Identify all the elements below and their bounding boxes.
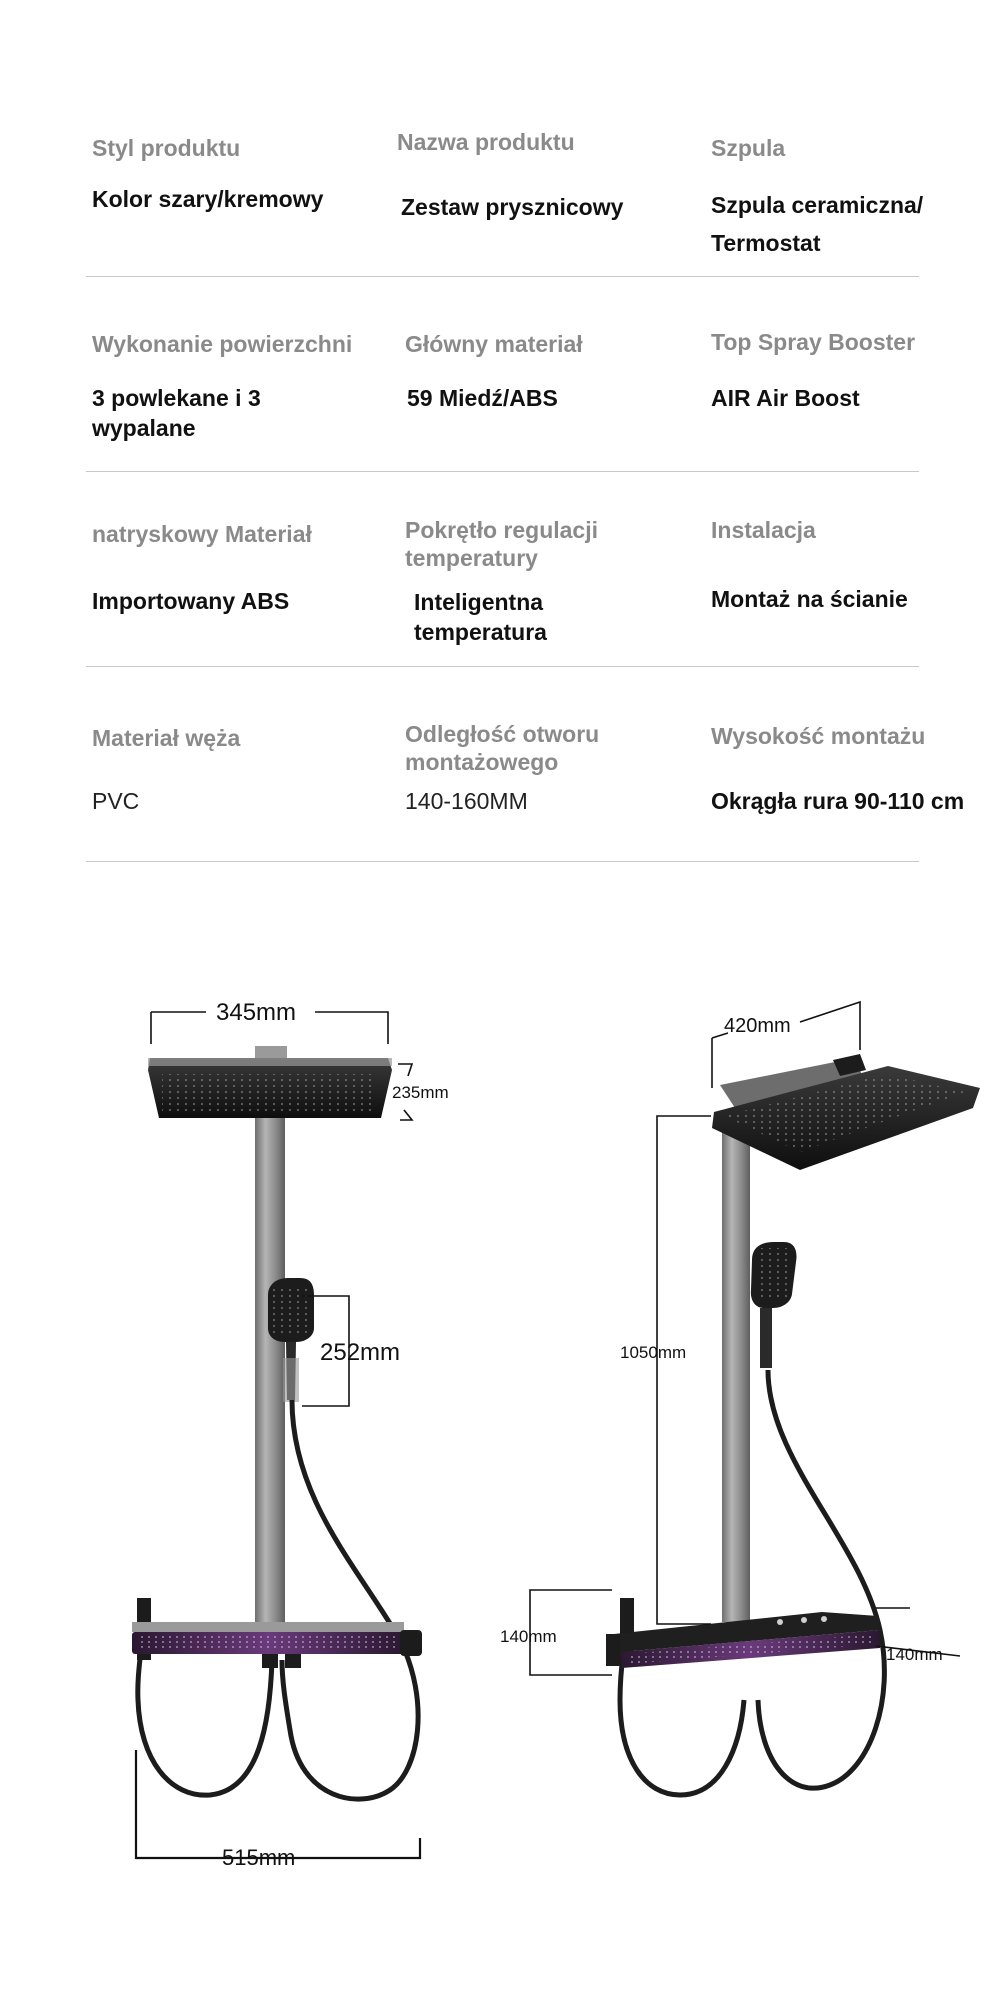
row-divider xyxy=(86,861,919,862)
spec-value-material: 59 Miedź/ABS xyxy=(407,385,558,411)
front-top-connector xyxy=(255,1046,287,1060)
dim-line-1050 xyxy=(657,1116,711,1624)
spec-label-style: Styl produktu xyxy=(92,135,241,161)
spec-label-hose: Materiał węża xyxy=(92,725,241,751)
spec-value-booster: AIR Air Boost xyxy=(711,385,860,411)
dim-label-252: 252mm xyxy=(320,1339,401,1366)
side-view xyxy=(500,1002,980,1795)
front-hose-left xyxy=(138,1640,272,1795)
spec-label-mount-height: Wysokość montażu xyxy=(711,723,926,749)
spec-label-material: Główny materiał xyxy=(405,331,583,357)
dim-label-345: 345mm xyxy=(216,999,297,1026)
spec-label-temp-knob: Pokrętło regulacji temperatury xyxy=(405,517,599,571)
spec-value-install: Montaż na ścianie xyxy=(711,586,908,612)
spec-label-install: Instalacja xyxy=(711,517,816,543)
row-divider xyxy=(86,276,919,277)
front-view xyxy=(132,999,449,1870)
spec-label-hole-distance: Odległość otworu montażowego xyxy=(405,721,600,775)
dim-label-515: 515mm xyxy=(222,1845,296,1870)
spec-label-name: Nazwa produktu xyxy=(397,129,575,155)
side-hose-right xyxy=(758,1370,884,1788)
front-hose-right xyxy=(282,1400,418,1799)
dim-label-420: 420mm xyxy=(724,1015,791,1037)
shower-drawings xyxy=(0,940,1000,2000)
spec-table xyxy=(0,0,1000,880)
spec-value-name: Zestaw prysznicowy xyxy=(401,194,624,220)
spec-label-finish: Wykonanie powierzchni xyxy=(92,331,353,357)
spec-value-spool: Szpula ceramiczna/ Termostat xyxy=(711,192,924,256)
side-pipe xyxy=(722,1110,750,1622)
dim-label-1050: 1050mm xyxy=(620,1343,687,1362)
spec-value-finish: 3 powlekane i 3 wypalane xyxy=(92,385,261,441)
dimension-diagram xyxy=(0,940,1000,2000)
dim-label-140-right: 140mm xyxy=(886,1645,943,1664)
front-pipe xyxy=(255,1112,285,1622)
dim-label-140-left: 140mm xyxy=(500,1627,557,1646)
spec-label-spool: Szpula xyxy=(711,135,786,161)
front-panel-top xyxy=(132,1622,404,1632)
spec-value-spray-material: Importowany ABS xyxy=(92,588,290,614)
spec-value-hole-distance: 140-160MM xyxy=(405,788,528,814)
spec-value-mount-height: Okrągła rura 90-110 cm xyxy=(711,788,965,814)
row-divider xyxy=(86,471,919,472)
row-divider xyxy=(86,666,919,667)
dim-line-515 xyxy=(136,1750,420,1858)
spec-value-style: Kolor szary/kremowy xyxy=(92,186,324,212)
spec-label-spray-material: natryskowy Materiał xyxy=(92,521,312,547)
spec-value-temp-knob: Inteligentna temperatura xyxy=(414,589,547,645)
spec-value-hose: PVC xyxy=(92,788,140,814)
spec-label-booster: Top Spray Booster xyxy=(711,329,916,355)
dim-label-235: 235mm xyxy=(392,1083,449,1102)
